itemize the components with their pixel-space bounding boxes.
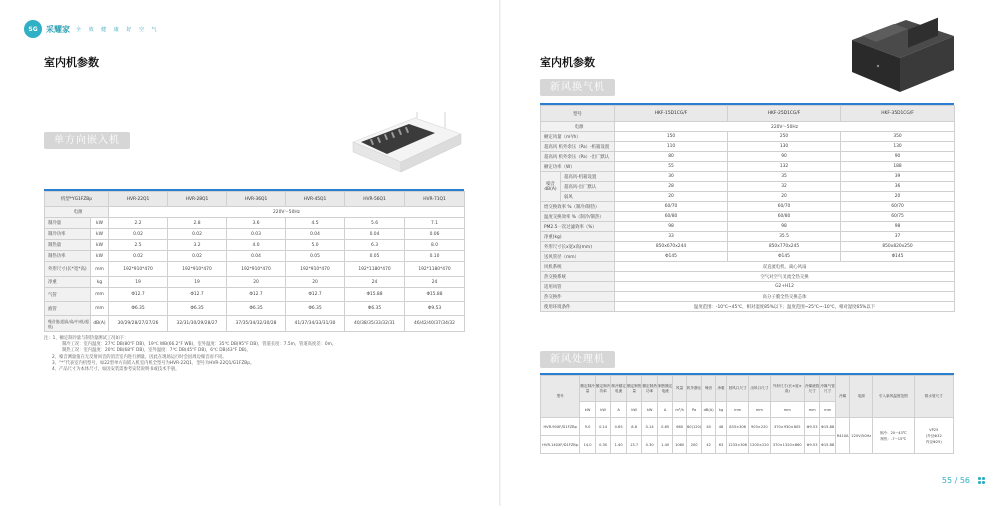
header-col: 噪音 [702, 376, 715, 402]
table-row [541, 192, 955, 202]
table-row [541, 418, 954, 436]
cell: Φ15.88 [820, 436, 836, 454]
cell: Φ9.53 [804, 418, 820, 436]
cell: 0.65 [611, 418, 627, 436]
header-col: 回风口尺寸 [727, 376, 749, 402]
drain-line: (外径Φ32 [925, 433, 942, 438]
unit-cell: mm [748, 402, 770, 418]
table-row [541, 182, 955, 192]
row-label: 弱风 [561, 192, 615, 202]
cell: 28 [615, 182, 728, 192]
row-label: 外形尺寸(长*宽*高) [45, 262, 91, 277]
header-col: 制冷额定电流 [611, 376, 627, 402]
cell: 200 [686, 436, 702, 454]
cell: 0.06 [405, 229, 465, 240]
cell: 0.30 [595, 436, 611, 454]
table-row [45, 277, 465, 288]
row-label: 噪音值(超高/高/中/低/超低) [45, 316, 91, 332]
row-label: 热交换系统 [541, 272, 615, 282]
cell: Φ145 [728, 252, 841, 262]
unit-cell: mm [804, 402, 820, 418]
row-unit: dB(A) [91, 316, 109, 332]
cell: 1200×220 [748, 436, 770, 454]
cell: 192*910*470 [286, 262, 345, 277]
section-tag-erv: 新风换气机 [540, 79, 615, 96]
header-col: 冷媒 [835, 376, 849, 418]
cell: 1060 [673, 436, 686, 454]
table-header-row [45, 192, 465, 207]
unit-cell: kg [715, 402, 726, 418]
header-col: 引入新风温度范围 [873, 376, 914, 418]
temp-range-line: 制热：-7~15℃ [880, 436, 907, 441]
cell: 0.03 [227, 229, 286, 240]
cell: 30/29/28/27/27/26 [109, 316, 168, 332]
row-label: 电源 [541, 122, 615, 132]
cell: 0.02 [109, 229, 168, 240]
cell: 13.7 [626, 436, 642, 454]
note-line: 2、噪音测量值在无反射回音的消音室内进行测量，因此在现场运行时会因周边噪音而不同。 [52, 354, 227, 360]
cell: 40/38/35/33/32/31 [345, 316, 405, 332]
header-col: HKF-25D1CG/F [728, 106, 841, 122]
cell: 1.40 [657, 436, 673, 454]
power-value: 220V～50Hz [109, 207, 465, 218]
cell: 37/35/34/32/30/28 [227, 316, 286, 332]
cell: 370×1320×860 [770, 436, 804, 454]
page-number: 55 / 56 [941, 476, 970, 485]
header-model: 型号 [541, 106, 615, 122]
cell: 36 [841, 182, 955, 192]
note-line: 制冷工况：室内温度：27℃ DB(80°F DB)，19℃ WB(66.2°F WB)，室外温度：35℃ DB(95°F DB)，管道长度：7.5m，管道高度差：0m。 [62, 342, 337, 348]
merged-cell: 双直流电机，离心风扇 [615, 262, 955, 272]
cell: Φ12.7 [168, 288, 227, 302]
unit-cell: mm [770, 402, 804, 418]
model-cell: HVR-140XF/D1FZBp [541, 436, 580, 454]
fau-spec-table [540, 375, 954, 454]
unit-cell: kW [642, 402, 658, 418]
table-row [541, 292, 955, 302]
table-row [45, 207, 465, 218]
note-line: 3、“*”代表室内机型号，如22型单方向嵌入机室内机全型号为HVR-22Q1，型号为HVR-22Q1/G1FZBp。 [52, 360, 255, 366]
row-label: 净重 [45, 277, 91, 288]
section-tag-fau: 新风处理机 [540, 351, 615, 368]
header-col: HVR-22Q1 [109, 192, 168, 207]
cell: 41/37/34/33/31/30 [286, 316, 345, 332]
cell: Φ6.35 [168, 302, 227, 316]
cell: Φ6.35 [109, 302, 168, 316]
table-row [541, 152, 955, 162]
cell: 1233×306 [727, 436, 749, 454]
unit-cell: mm [727, 402, 749, 418]
table-row [541, 122, 955, 132]
table-row [541, 222, 955, 232]
table-row [45, 288, 465, 302]
erv-unit-icon [848, 14, 958, 96]
cell: 0.10 [405, 251, 465, 262]
header-col: 风量 [673, 376, 686, 402]
cell: 19 [168, 277, 227, 288]
cell: Φ12.7 [227, 288, 286, 302]
row-unit: kW [91, 229, 109, 240]
table-row [541, 212, 955, 222]
note-line: 注：1、额定制冷量与制热量测试工况如下： [44, 336, 129, 341]
cell: 3.6 [227, 218, 286, 229]
cell: 60/70 [615, 202, 728, 212]
cell: 2.5 [109, 240, 168, 251]
table-row [45, 251, 465, 262]
unit-cell: mm [820, 402, 836, 418]
cell: 350 [841, 132, 955, 142]
cell: 192*1180*470 [345, 262, 405, 277]
cell: 370×930×805 [770, 418, 804, 436]
cell: 192*910*470 [227, 262, 286, 277]
erv-header-row [541, 106, 955, 122]
cell: 46/42/40/37/34/32 [405, 316, 465, 332]
cell: 46 [715, 418, 726, 436]
table-row [541, 242, 955, 252]
cell: Φ145 [615, 252, 728, 262]
cell: 2.2 [109, 218, 168, 229]
cell: 24 [405, 277, 465, 288]
header-col: 额定制热功率 [642, 376, 658, 402]
cell: Φ9.53 [405, 302, 465, 316]
row-label: 制热功率 [45, 251, 91, 262]
cell: Φ15.88 [345, 288, 405, 302]
table-row [45, 262, 465, 277]
header-col: HKF-15D1CG/F [615, 106, 728, 122]
header-col: 额定制热量 [626, 376, 642, 402]
cell: 24 [345, 277, 405, 288]
erv-spec-table [540, 105, 955, 312]
cell: 0.02 [168, 251, 227, 262]
cell: 0.05 [345, 251, 405, 262]
row-label: 制冷量 [45, 218, 91, 229]
table-row [541, 162, 955, 172]
drain-line: VP25 [929, 427, 939, 432]
header-col: 净重 [715, 376, 726, 402]
cell: 90 [728, 152, 841, 162]
header-col: HVR-71Q1 [405, 192, 465, 207]
unit-cell: dB(A) [702, 402, 715, 418]
cell: 110 [615, 142, 728, 152]
table-row [45, 316, 465, 332]
cell: 130 [728, 142, 841, 152]
header-col: 制热额定电流 [657, 376, 673, 402]
cell: 2.8 [168, 218, 227, 229]
cell: 0.02 [109, 251, 168, 262]
merged-cell: G2+H12 [615, 282, 955, 292]
cell: 63 [715, 436, 726, 454]
table-row [45, 218, 465, 229]
unit-cell: kW [580, 402, 596, 418]
cell: 20 [841, 192, 955, 202]
cell: 0.30 [642, 436, 658, 454]
cell: 850x670x244 [615, 242, 728, 252]
dots-icon [978, 477, 986, 487]
cell: 14.0 [580, 436, 596, 454]
section-tag-cassette: 单方向嵌入机 [44, 132, 130, 149]
cell: 60/70 [728, 202, 841, 212]
note-line: 4、产品尺寸为本体尺寸，如因安装需参考安装说明书或技术手册。 [52, 367, 180, 373]
header-col: 排水管尺寸 [914, 376, 953, 418]
row-label: 使用环境条件 [541, 302, 615, 312]
header-col: 额定制冷功率 [595, 376, 611, 402]
brand-logo [24, 20, 160, 38]
cell: Φ145 [841, 252, 955, 262]
row-label: 超高风-机箱设置 [561, 172, 615, 182]
cell: 98 [841, 222, 955, 232]
cell: Φ6.35 [345, 302, 405, 316]
cell: Φ15.88 [405, 288, 465, 302]
cell: 98 [615, 222, 728, 232]
table-row [45, 229, 465, 240]
row-label: 温度交换效率 %（制冷/制热） [541, 212, 615, 222]
table-row [541, 272, 955, 282]
cell: 60(120) [686, 418, 702, 436]
drain-line: 内径Φ25) [925, 439, 942, 444]
row-label: 焓交换效率 %（制冷/制热） [541, 202, 615, 212]
cell: 7.1 [405, 218, 465, 229]
cell: 8.0 [405, 240, 465, 251]
row-label: 热交换件 [541, 292, 615, 302]
cell: 6.3 [345, 240, 405, 251]
header-col: 额定制冷量 [580, 376, 596, 402]
unit-cell: m³/h [673, 402, 686, 418]
table-row [45, 302, 465, 316]
brand-slogan: 全 效 健 康 好 空 气 [76, 26, 160, 33]
table-row [541, 232, 955, 242]
row-label: 送风管径（mm） [541, 252, 615, 262]
table-row [541, 262, 955, 272]
row-label: PM2.5一次过滤效率（%） [541, 222, 615, 232]
header-col: 电源 [850, 376, 873, 418]
page-title: 室内机参数 [540, 56, 595, 69]
header-col: 冷媒气管尺寸 [820, 376, 836, 402]
row-unit: kW [91, 218, 109, 229]
unit-cell: A [611, 402, 627, 418]
cell: 80 [615, 152, 728, 162]
row-label: 净重(kg) [541, 232, 615, 242]
header-col: HVR-45Q1 [286, 192, 345, 207]
header-col: HVR-28Q1 [168, 192, 227, 207]
right-page [500, 0, 1000, 506]
cassette-unit-icon [345, 112, 463, 178]
cell: 150 [615, 132, 728, 142]
power-value: 220V～50Hz [615, 122, 955, 132]
cell: 192*1180*470 [405, 262, 465, 277]
temp-range-line: 制冷：20~43℃ [879, 430, 907, 435]
cell: Φ15.88 [820, 418, 836, 436]
cell: 60/80 [615, 212, 728, 222]
table-row [45, 240, 465, 251]
row-unit: kg [91, 277, 109, 288]
cell: 0.14 [642, 418, 658, 436]
row-unit: mm [91, 288, 109, 302]
cell: 833×306 [727, 418, 749, 436]
cell: 0.04 [345, 229, 405, 240]
cell: 30 [615, 172, 728, 182]
cell: 660 [673, 418, 686, 436]
noise-label: 噪音dB(A) [541, 172, 561, 202]
cell: 192*910*470 [168, 262, 227, 277]
logo-mark-icon: SG [24, 20, 42, 38]
row-label: 外形尺寸长x宽x高(mm) [541, 242, 615, 252]
table-row [541, 142, 955, 152]
header-model: 机型*YG1FZBp [45, 192, 109, 207]
cell: 20 [728, 192, 841, 202]
cell: 35 [728, 172, 841, 182]
cell: 0.14 [595, 418, 611, 436]
cell: 0.65 [657, 418, 673, 436]
cell: 192*910*470 [109, 262, 168, 277]
unit-cell: A [657, 402, 673, 418]
cell: 850x770x245 [728, 242, 841, 252]
cell: 9.0 [580, 418, 596, 436]
cell: Φ12.7 [286, 288, 345, 302]
cell: 35.5 [728, 232, 841, 242]
page-title: 室内机参数 [44, 56, 99, 69]
cell: 37 [841, 232, 955, 242]
merged-cell: 高分子膜全热交换芯体 [615, 292, 955, 302]
cell: 60/75 [841, 212, 955, 222]
table-row [541, 282, 955, 292]
drain-cell [914, 418, 953, 454]
cell: Φ9.53 [804, 436, 820, 454]
cell: 20 [286, 277, 345, 288]
header-col: 机外静压 [686, 376, 702, 402]
cell: 19 [109, 277, 168, 288]
cell: 4.0 [227, 240, 286, 251]
row-label: 风机系统 [541, 262, 615, 272]
table-row [541, 252, 955, 262]
row-label: 超高风 机外余压（Pa）-机箱设置 [541, 142, 615, 152]
cell: 60/70 [841, 202, 955, 212]
power-cell: 220V/50Hz [850, 418, 873, 454]
footnotes [44, 336, 464, 373]
cell: 20 [615, 192, 728, 202]
cell: Φ12.7 [109, 288, 168, 302]
unit-cell: kW [626, 402, 642, 418]
fau-header-row [541, 376, 954, 402]
cell: 32/31/30/29/28/27 [168, 316, 227, 332]
merged-cell: 空气对空气叉流全热交换 [615, 272, 955, 282]
cell: 850x820x250 [841, 242, 955, 252]
note-line: 制热工况：室内温度：20℃ DB(68°F DB)，室外温度：7℃ DB(45°F DB)，6℃ DB(43°F DB)。 [62, 348, 251, 354]
row-unit: kW [91, 240, 109, 251]
brand-name: 采耀家 [46, 24, 70, 34]
row-unit: mm [91, 262, 109, 277]
cell: 903×220 [748, 418, 770, 436]
cell: 1.40 [611, 436, 627, 454]
cell: 55 [615, 162, 728, 172]
header-col: 外形尺寸(长×宽×高) [770, 376, 804, 402]
row-label: 液管 [45, 302, 91, 316]
merged-cell: 温度范围：-10℃~45℃，相对湿度85%以下；温度范围~25℃~-10℃，相对湿度65%以下 [615, 302, 955, 312]
row-label: 适用风管 [541, 282, 615, 292]
row-label: 额定风量（m³/h） [541, 132, 615, 142]
table-row [541, 172, 955, 182]
cell: 188 [841, 162, 955, 172]
cell: 8.6 [626, 418, 642, 436]
cell: 5.6 [345, 218, 405, 229]
table-row [541, 202, 955, 212]
row-label: 制热量 [45, 240, 91, 251]
row-unit: mm [91, 302, 109, 316]
cell: 0.04 [286, 229, 345, 240]
model-cell: HVR-90XF/D1FZBp [541, 418, 580, 436]
cassette-spec-table [44, 191, 465, 332]
cell: 60/80 [728, 212, 841, 222]
table-row [541, 302, 955, 312]
cell: 39 [841, 172, 955, 182]
row-label: 额定功率（W） [541, 162, 615, 172]
header-col: HVR-56Q1 [345, 192, 405, 207]
cell: 130 [841, 142, 955, 152]
row-label: 气管 [45, 288, 91, 302]
refrigerant-cell: R410A [835, 418, 849, 454]
header-model: 型号 [541, 376, 580, 418]
cell: Φ6.35 [286, 302, 345, 316]
cell: 20 [227, 277, 286, 288]
row-label: 超高风-出厂默认 [561, 182, 615, 192]
cell: 42 [702, 436, 715, 454]
cell: 5.0 [286, 240, 345, 251]
header-col: HVR-36Q1 [227, 192, 286, 207]
cell: 0.04 [227, 251, 286, 262]
temp-range-cell [873, 418, 914, 454]
cell: 32 [728, 182, 841, 192]
row-unit: kW [91, 251, 109, 262]
cell: Φ6.35 [227, 302, 286, 316]
unit-cell: kW [595, 402, 611, 418]
row-label: 电源 [45, 207, 109, 218]
cell: 40 [702, 418, 715, 436]
cell: 90 [841, 152, 955, 162]
cell: 0.05 [286, 251, 345, 262]
header-col: 出风口尺寸 [748, 376, 770, 402]
cell: 3.2 [168, 240, 227, 251]
cell: 4.5 [286, 218, 345, 229]
cell: 33 [615, 232, 728, 242]
cell: 132 [728, 162, 841, 172]
cell: 250 [728, 132, 841, 142]
row-label: 超高风 机外余压（Pa）-出厂默认 [541, 152, 615, 162]
header-col: HKF-35D1CG/F [841, 106, 955, 122]
table-row [541, 132, 955, 142]
unit-cell: Pa [686, 402, 702, 418]
cell: 98 [728, 222, 841, 232]
row-label: 制冷功率 [45, 229, 91, 240]
cell: 0.02 [168, 229, 227, 240]
header-col: 冷媒液管尺寸 [804, 376, 820, 402]
